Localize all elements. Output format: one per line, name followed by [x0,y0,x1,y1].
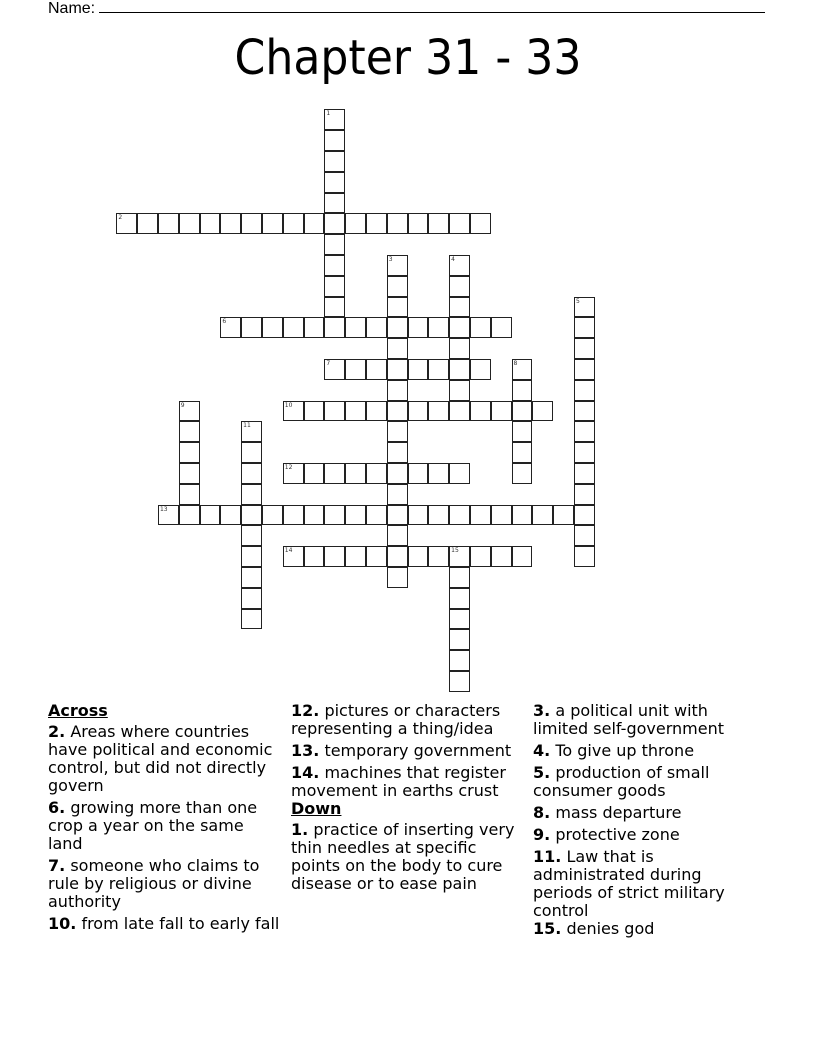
crossword-cell[interactable] [324,213,345,234]
crossword-cell[interactable] [449,380,470,401]
clue-number: 9. [533,825,551,844]
crossword-cell[interactable] [387,317,408,338]
crossword-cell[interactable] [449,359,470,380]
clue-down-5 [533,764,765,800]
crossword-cell[interactable] [449,588,470,609]
crossword-cell[interactable] [428,317,449,338]
crossword-cell[interactable] [116,213,137,234]
clue-number: 2. [48,722,66,741]
crossword-cell[interactable] [408,359,429,380]
cell-number: 14 [284,547,293,555]
crossword-cell[interactable] [449,609,470,630]
crossword-cell[interactable] [324,401,345,422]
clue-number: 6. [48,798,66,817]
clue-text: temporary government [324,741,512,760]
crossword-cell[interactable] [470,317,491,338]
crossword-cell[interactable] [366,463,387,484]
crossword-cell[interactable] [179,213,200,234]
clue-number: 11. [533,847,562,866]
crossword-cell[interactable] [137,213,158,234]
crossword-cell[interactable] [179,421,200,442]
clue-across-14 [291,764,523,800]
crossword-cell[interactable] [387,421,408,442]
clues-column-2 [291,702,523,897]
clue-number: 13. [291,741,320,760]
clue-number: 1. [291,820,309,839]
crossword-cell[interactable] [387,463,408,484]
crossword-cell[interactable] [512,380,533,401]
crossword-cell[interactable] [428,546,449,567]
crossword-cell[interactable] [387,338,408,359]
crossword-cell[interactable] [470,359,491,380]
crossword-cell[interactable] [387,546,408,567]
crossword-cell[interactable] [512,546,533,567]
crossword-cell[interactable] [387,401,408,422]
crossword-cell[interactable] [366,401,387,422]
crossword-cell[interactable] [387,276,408,297]
crossword-cell[interactable] [304,213,325,234]
crossword-cell[interactable] [428,359,449,380]
clue-text: protective zone [555,825,680,844]
crossword-cell[interactable] [449,338,470,359]
crossword-cell[interactable] [283,213,304,234]
crossword-cell[interactable] [200,213,221,234]
crossword-cell[interactable] [449,317,470,338]
crossword-cell[interactable] [574,317,595,338]
cell-number: 4 [451,255,455,263]
clue-number: 14. [291,763,320,782]
crossword-cell[interactable] [428,401,449,422]
clue-down-4 [533,742,765,760]
clue-across-2 [48,723,280,795]
crossword-cell[interactable] [241,525,262,546]
clues-column-1 [48,702,280,937]
crossword-cell[interactable] [324,151,345,172]
crossword-cell[interactable] [449,401,470,422]
clue-text: Law that is administrated during periods of strict military control [533,847,725,920]
crossword-cell[interactable] [304,401,325,422]
cell-number: 1 [326,110,331,118]
crossword-cell[interactable] [220,317,241,338]
clue-number: 15. [533,919,562,938]
crossword-cell[interactable] [241,317,262,338]
crossword-cell[interactable] [283,463,304,484]
crossword-cell[interactable] [324,317,345,338]
crossword-cell[interactable] [387,297,408,318]
crossword-cell[interactable] [387,359,408,380]
crossword-cell[interactable] [345,359,366,380]
clue-number: 3. [533,701,551,720]
crossword-cell[interactable] [470,546,491,567]
crossword-cell[interactable] [387,380,408,401]
crossword-cell[interactable] [428,213,449,234]
clues-column-3 [533,702,765,942]
crossword-cell[interactable] [387,567,408,588]
crossword-cell[interactable] [574,525,595,546]
crossword-cell[interactable] [304,317,325,338]
crossword-cell[interactable] [387,525,408,546]
crossword-cell[interactable] [345,317,366,338]
crossword-cell[interactable] [449,671,470,692]
crossword-cell[interactable] [366,546,387,567]
clue-across-10 [48,915,280,933]
crossword-cell[interactable] [262,213,283,234]
cell-number: 15 [451,547,459,555]
crossword-cell[interactable] [387,442,408,463]
cell-number: 10 [284,401,293,409]
crossword-cell[interactable] [345,401,366,422]
crossword-cell[interactable] [449,213,470,234]
clue-across-7 [48,857,280,911]
crossword-cell[interactable] [449,650,470,671]
cell-number: 11 [243,422,251,430]
name-label: Name: [48,0,96,17]
crossword-cell[interactable] [366,359,387,380]
crossword-cell[interactable] [408,401,429,422]
crossword-cell[interactable] [470,505,491,526]
clue-down-3 [533,702,765,738]
clue-across-13 [291,742,523,760]
clue-number: 5. [533,763,551,782]
crossword-cell[interactable] [324,234,345,255]
clue-number: 8. [533,803,551,822]
crossword-cell[interactable] [532,401,553,422]
crossword-cell[interactable] [449,255,470,276]
crossword-cell[interactable] [262,317,283,338]
crossword-cell[interactable] [324,546,345,567]
crossword-cell[interactable] [449,276,470,297]
cell-number: 8 [513,359,518,367]
crossword-cell[interactable] [324,109,345,130]
across-heading: Across [48,701,108,720]
cell-number: 12 [284,463,293,471]
crossword-cell[interactable] [283,505,304,526]
crossword-cell[interactable] [574,338,595,359]
crossword-cell[interactable] [512,505,533,526]
crossword-cell[interactable] [574,463,595,484]
crossword-cell[interactable] [220,505,241,526]
crossword-cell[interactable] [408,546,429,567]
clue-down-9 [533,826,765,844]
crossword-cell[interactable] [532,505,553,526]
clue-across-6 [48,799,280,853]
crossword-cell[interactable] [345,546,366,567]
crossword-cell[interactable] [324,255,345,276]
clue-down-1 [291,821,523,893]
crossword-cell[interactable] [283,317,304,338]
down-heading: Down [291,799,342,818]
crossword-cell[interactable] [449,463,470,484]
crossword-cell[interactable] [574,421,595,442]
crossword-cell[interactable] [241,546,262,567]
crossword-cell[interactable] [241,505,262,526]
crossword-cell[interactable] [345,463,366,484]
crossword-cell[interactable] [179,505,200,526]
crossword-cell[interactable] [324,463,345,484]
crossword-cell[interactable] [449,567,470,588]
cell-number: 6 [222,318,227,326]
crossword-cell[interactable] [345,505,366,526]
crossword-cell[interactable] [241,609,262,630]
clue-text: someone who claims to rule by religious or divine authority [48,856,260,911]
clue-number: 7. [48,856,66,875]
crossword-cell[interactable] [158,213,179,234]
clue-text: production of small consumer goods [533,763,710,800]
crossword-cell[interactable] [387,484,408,505]
crossword-cell[interactable] [324,297,345,318]
clue-down-11 [533,848,765,920]
crossword-cell[interactable] [553,505,574,526]
crossword-cell[interactable] [512,442,533,463]
crossword-cell[interactable] [449,546,470,567]
crossword-cell[interactable] [512,401,533,422]
crossword-cell[interactable] [574,484,595,505]
crossword-cell[interactable] [408,317,429,338]
crossword-cell[interactable] [179,463,200,484]
clue-text: pictures or characters representing a thing/idea [291,701,501,738]
crossword-cell[interactable] [241,213,262,234]
cell-number: 13 [159,505,168,513]
crossword-cell[interactable] [449,505,470,526]
crossword-cell[interactable] [304,505,325,526]
crossword-cell[interactable] [324,172,345,193]
crossword-cell[interactable] [241,463,262,484]
cell-number: 2 [118,214,123,222]
crossword-cell[interactable] [241,567,262,588]
clue-text: machines that register movement in earths crust [291,763,506,800]
crossword-cell[interactable] [574,546,595,567]
cell-number: 7 [326,359,331,367]
clue-number: 10. [48,914,77,933]
clue-text: To give up throne [555,741,695,760]
crossword-cell[interactable] [262,505,283,526]
crossword-cell[interactable] [387,505,408,526]
crossword-cell[interactable] [241,484,262,505]
cell-number: 5 [575,297,580,305]
crossword-cell[interactable] [366,213,387,234]
crossword-cell[interactable] [324,359,345,380]
crossword-cell[interactable] [304,546,325,567]
crossword-cell[interactable] [449,629,470,650]
clue-down-8 [533,804,765,822]
clue-down-15 [533,920,765,938]
crossword-cell[interactable] [470,213,491,234]
crossword-cell[interactable] [574,442,595,463]
crossword-cell[interactable] [158,505,179,526]
cell-number: 9 [180,401,185,409]
crossword-cell[interactable] [324,130,345,151]
clue-text: a political unit with limited self-government [533,701,724,738]
crossword-cell[interactable] [470,401,491,422]
clue-across-12 [291,702,523,738]
clue-text: Areas where countries have political and economic control, but did not directly govern [48,722,273,795]
crossword-cell[interactable] [491,317,512,338]
crossword-cell[interactable] [366,317,387,338]
crossword-cell[interactable] [324,193,345,214]
crossword-cell[interactable] [574,359,595,380]
crossword-cell[interactable] [449,297,470,318]
crossword-cell[interactable] [366,505,387,526]
crossword-cell[interactable] [408,505,429,526]
crossword-cell[interactable] [324,505,345,526]
crossword-cell[interactable] [324,276,345,297]
crossword-cell[interactable] [283,401,304,422]
crossword-cell[interactable] [574,505,595,526]
crossword-cell[interactable] [491,505,512,526]
crossword-cell[interactable] [241,588,262,609]
crossword-cell[interactable] [220,213,241,234]
clue-text: practice of inserting very thin needles at specific points on the body to cure disease or to ease pain [291,820,515,893]
crossword-cell[interactable] [574,401,595,422]
cell-number: 3 [388,255,393,263]
crossword-cell[interactable] [200,505,221,526]
page-title: Chapter 31 - 33 [234,30,582,86]
clue-text: denies god [566,919,655,938]
crossword-cell[interactable] [241,421,262,442]
crossword-cell[interactable] [408,213,429,234]
crossword-cell[interactable] [179,484,200,505]
crossword-cell[interactable] [241,442,262,463]
clue-text: from late fall to early fall [81,914,280,933]
clue-text: growing more than one crop a year on the same land [48,798,258,853]
crossword-cell[interactable] [512,463,533,484]
crossword-cell[interactable] [512,421,533,442]
crossword-cell[interactable] [345,213,366,234]
clue-text: mass departure [555,803,682,822]
crossword-cell[interactable] [574,297,595,318]
crossword-cell[interactable] [304,463,325,484]
crossword-cell[interactable] [512,359,533,380]
crossword-cell[interactable] [179,401,200,422]
clue-number: 12. [291,701,320,720]
crossword-cell[interactable] [574,380,595,401]
crossword-cell[interactable] [387,213,408,234]
crossword-cell[interactable] [491,546,512,567]
crossword-cell[interactable] [428,505,449,526]
clue-number: 4. [533,741,551,760]
crossword-cell[interactable] [408,463,429,484]
crossword-cell[interactable] [387,255,408,276]
crossword-cell[interactable] [283,546,304,567]
crossword-cell[interactable] [491,401,512,422]
crossword-cell[interactable] [428,463,449,484]
crossword-cell[interactable] [179,442,200,463]
